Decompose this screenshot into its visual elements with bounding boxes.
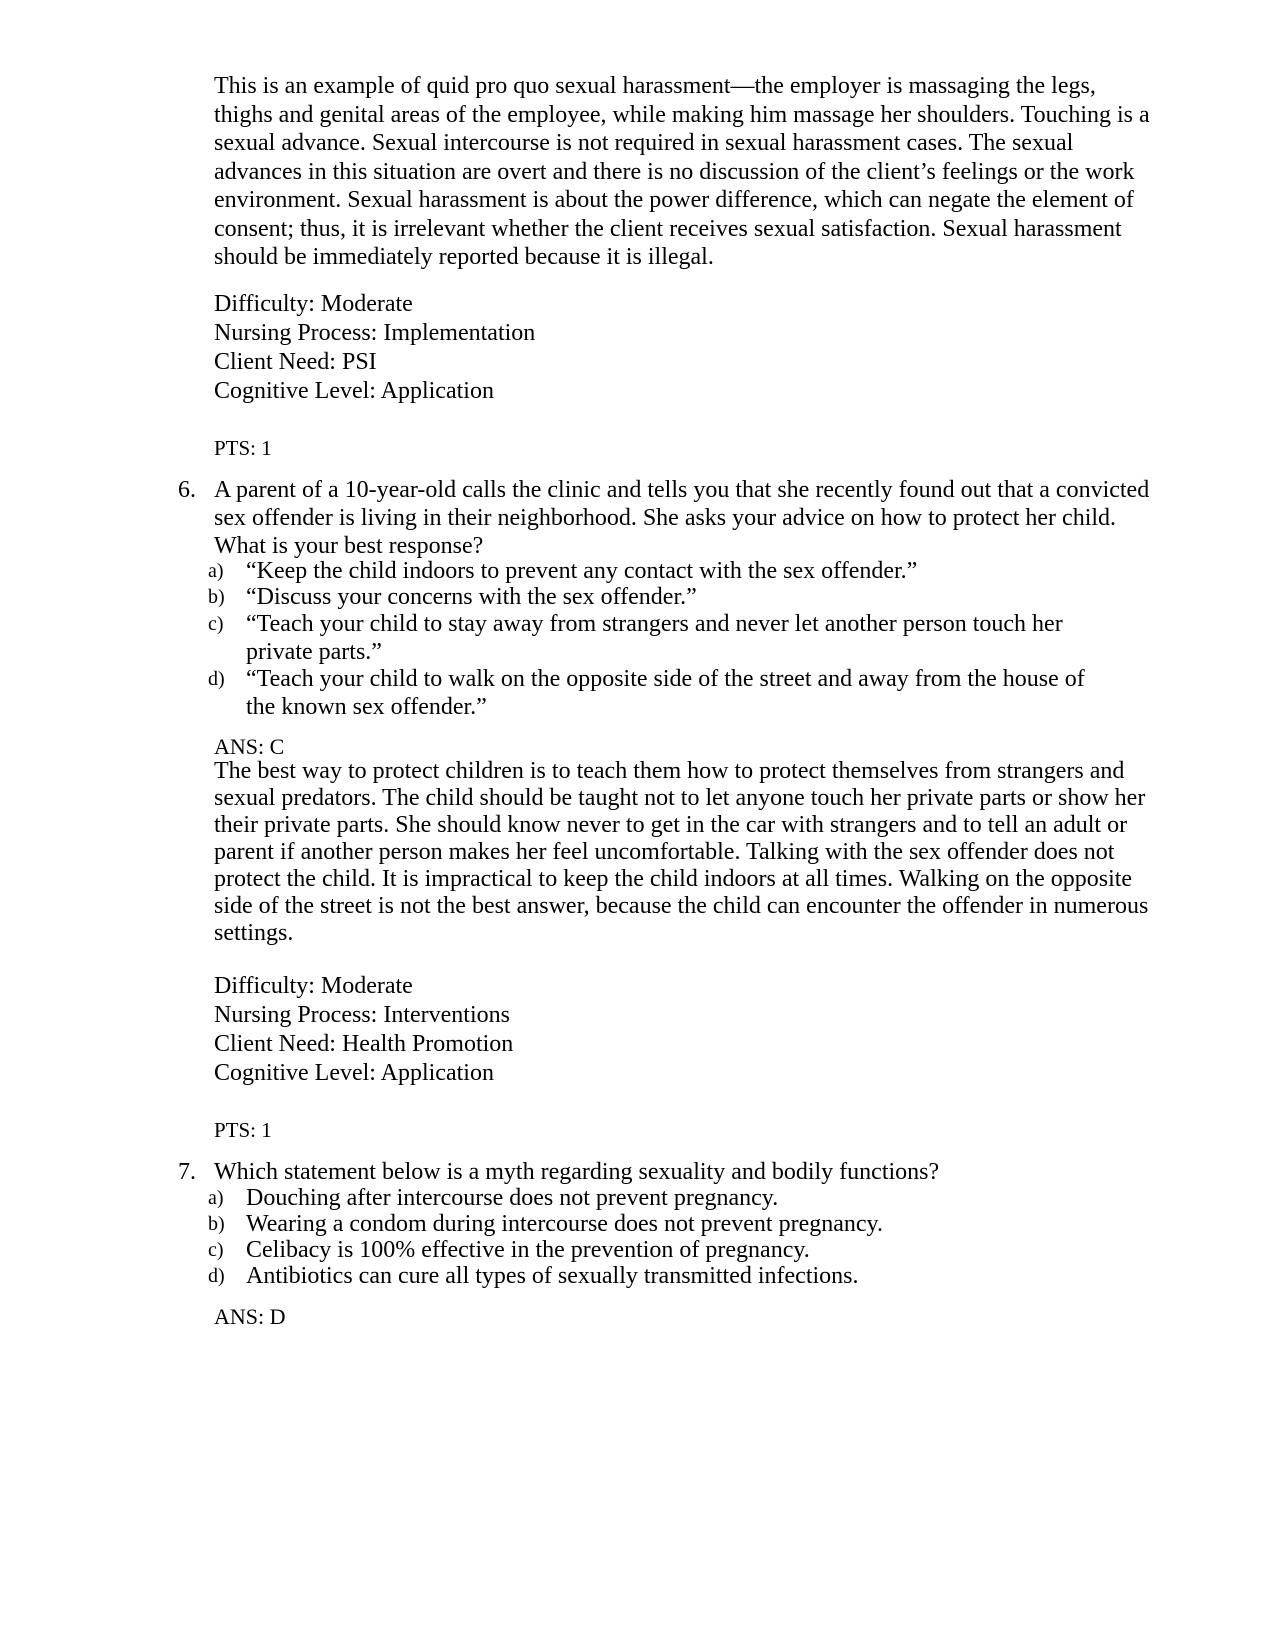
nursing-process-label: Nursing Process: Implementation: [214, 320, 536, 346]
option-text: “Teach your child to stay away from strangers and never let another person touch her private parts.”: [246, 611, 1063, 665]
rationale-paragraph: [214, 72, 1154, 272]
answer-option[interactable]: [208, 665, 1088, 721]
option-text: “Discuss your concerns with the sex offender.”: [246, 584, 697, 610]
question-stem: A parent of a 10-year-old calls the clinic and tells you that she recently found out that a convicted sex offender is living in their neighborhood. She asks your advice on how to protect her child. What is your best response?: [214, 477, 1150, 559]
client-need-label: Client Need: Health Promotion: [214, 1031, 514, 1057]
answer-option[interactable]: [208, 1236, 1088, 1264]
rationale-text: This is an example of quid pro quo sexual harassment—the employer is massaging the legs, thighs and genital areas of the employee, while making him massage her shoulders. Touching is a sexual advance. Sexual intercourse is not required in sexual harassment cases. The sexual advances in this situation are overt and there is no discussion of the client’s feelings or the work environment. Sexual harassment is about the power difference, which can negate the element of consent; thus, it is irrelevant whether the client receives sexual satisfaction. Sexual harassment should be immediately reported because it is illegal.: [214, 73, 1150, 270]
option-letter: a): [208, 1187, 224, 1209]
option-text: Douching after intercourse does not prevent pregnancy.: [246, 1185, 779, 1211]
option-text: “Teach your child to walk on the opposite side of the street and away from the house of the known sex offender.”: [246, 666, 1085, 720]
option-letter: c): [208, 1239, 224, 1261]
option-letter: d): [208, 1265, 225, 1287]
question-number: 7.: [178, 1159, 196, 1185]
client-need-label: Client Need: PSI: [214, 349, 377, 375]
answer-option[interactable]: [208, 1210, 1088, 1238]
cognitive-level-label: Cognitive Level: Application: [214, 378, 494, 404]
option-text: “Keep the child indoors to prevent any contact with the sex offender.”: [246, 558, 918, 584]
option-text: Celibacy is 100% effective in the prevention of pregnancy.: [246, 1237, 810, 1263]
answer-option[interactable]: [208, 610, 1088, 666]
option-letter: b): [208, 586, 225, 608]
answer-key: ANS: C: [214, 734, 285, 759]
points-label: PTS: 1: [214, 436, 272, 460]
question-metadata: [214, 972, 1154, 1088]
answer-option[interactable]: [208, 557, 1088, 585]
points-label: PTS: 1: [214, 1118, 272, 1142]
answer-option[interactable]: [208, 1184, 1088, 1212]
option-letter: a): [208, 560, 224, 582]
difficulty-label: Difficulty: Moderate: [214, 291, 413, 317]
option-text: Wearing a condom during intercourse does not prevent pregnancy.: [246, 1211, 883, 1237]
rationale-paragraph: [214, 758, 1154, 947]
question-number: 6.: [178, 477, 196, 503]
answer-key: ANS: D: [214, 1304, 286, 1329]
nursing-process-label: Nursing Process: Interventions: [214, 1002, 510, 1028]
answer-option[interactable]: [208, 583, 1088, 611]
option-letter: c): [208, 613, 224, 635]
option-letter: d): [208, 668, 225, 690]
question-metadata: [214, 290, 1154, 406]
difficulty-label: Difficulty: Moderate: [214, 973, 413, 999]
rationale-text: The best way to protect children is to teach them how to protect themselves from strangers and sexual predators. The child should be taught not to let anyone touch her private parts or show her their private parts. She should know never to get in the car with strangers and to tell an adult or parent if another person makes her feel uncomfortable. Talking with the sex offender does not protect the child. It is impractical to keep the child indoors at all times. Walking on the opposite side of the street is not the best answer, because the child can encounter the offender in numerous settings.: [214, 758, 1149, 946]
option-text: Antibiotics can cure all types of sexually transmitted infections.: [246, 1263, 859, 1289]
cognitive-level-label: Cognitive Level: Application: [214, 1060, 494, 1086]
question-stem: Which statement below is a myth regarding sexuality and bodily functions?: [214, 1159, 940, 1185]
answer-option[interactable]: [208, 1262, 1088, 1290]
option-letter: b): [208, 1213, 225, 1235]
